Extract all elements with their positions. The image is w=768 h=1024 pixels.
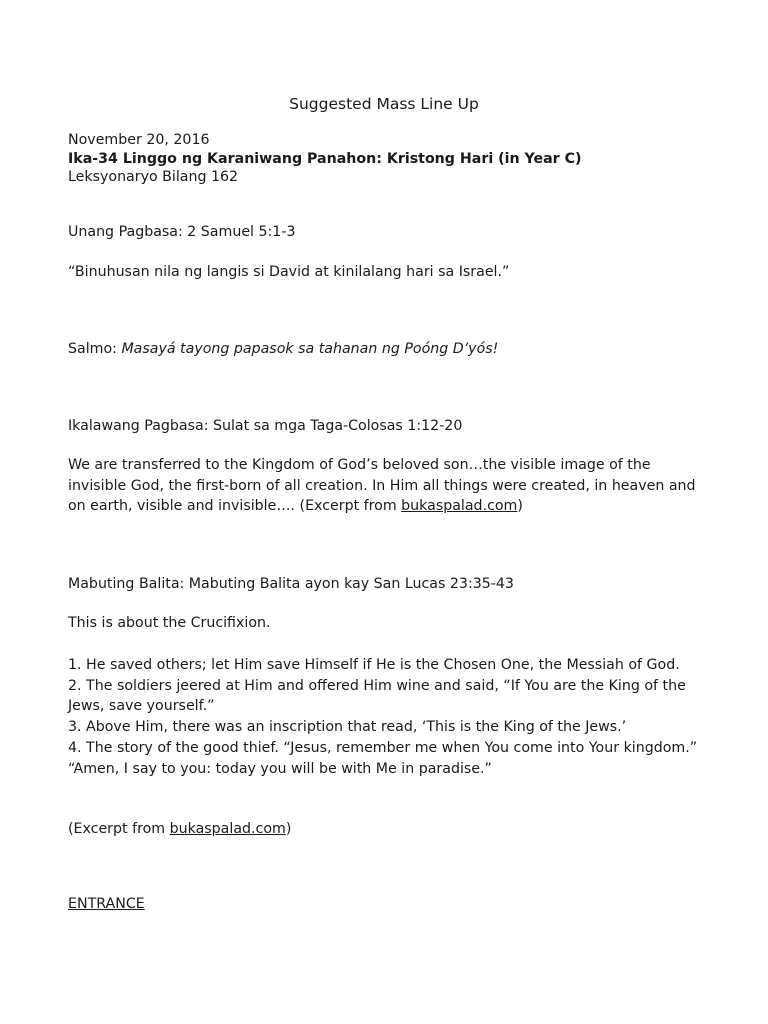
list-item: 2. The soldiers jeered at Him and offered Him wine and said, “If You are the King of the Jews, save yourself.” (68, 677, 686, 715)
list-item: 3. Above Him, there was an inscription that read, ‘This is the King of the Jews.’ (68, 719, 627, 736)
lectionary-number: Leksyonaryo Bilang 162 (68, 169, 239, 185)
bukaspalad-link[interactable]: bukaspalad.com (169, 821, 286, 837)
second-reading-suffix: ) (517, 498, 523, 515)
list-item: 1. He saved others; let Him save Himself if He is the Chosen One, the Messiah of God. (68, 657, 680, 673)
psalm-line (68, 339, 498, 359)
page-title: Suggested Mass Line Up (289, 95, 479, 113)
liturgical-occasion: Ika-34 Linggo ng Karaniwang Panahon: Kristong Hari (in Year C) (68, 151, 582, 167)
psalm-response: Masayá tayong papasok sa tahanan ng Poóng D’yós! (121, 341, 499, 357)
gospel-intro: This is about the Crucifixion. (68, 615, 271, 631)
second-reading-label: Ikalawang Pagbasa: Sulat sa mga Taga-Colosas 1:12-20 (68, 418, 463, 434)
gospel-excerpt-suffix: ) (285, 821, 292, 837)
second-reading-text (68, 455, 708, 517)
mass-date: November 20, 2016 (68, 132, 210, 148)
list-item: 4. The story of the good thief. “Jesus, remember me when You come into Your kingdom.” “Amen, I say to you: today you will be with Me in paradise.” (68, 739, 698, 777)
first-reading-label: Unang Pagbasa: 2 Samuel 5:1-3 (68, 224, 296, 240)
gospel-excerpt-prefix: (Excerpt from (68, 821, 170, 837)
entrance-heading: ENTRANCE (68, 896, 145, 912)
second-reading-body: We are transferred to the Kingdom of God’s beloved son…the visible image of the invisible God, the first-born of all creation. In Him all things were created, in heaven and on earth, visible and invisible…. (Excerpt from (68, 457, 696, 515)
gospel-label: Mabuting Balita: Mabuting Balita ayon kay San Lucas 23:35-43 (68, 576, 514, 592)
gospel-excerpt-line (68, 819, 291, 839)
first-reading-quote: “Binuhusan nila ng langis si David at kinilalang hari sa Israel.” (68, 264, 510, 280)
bukaspalad-link[interactable]: bukaspalad.com (401, 498, 518, 515)
psalm-prefix: Salmo: (68, 341, 122, 357)
gospel-points-list (68, 655, 708, 779)
